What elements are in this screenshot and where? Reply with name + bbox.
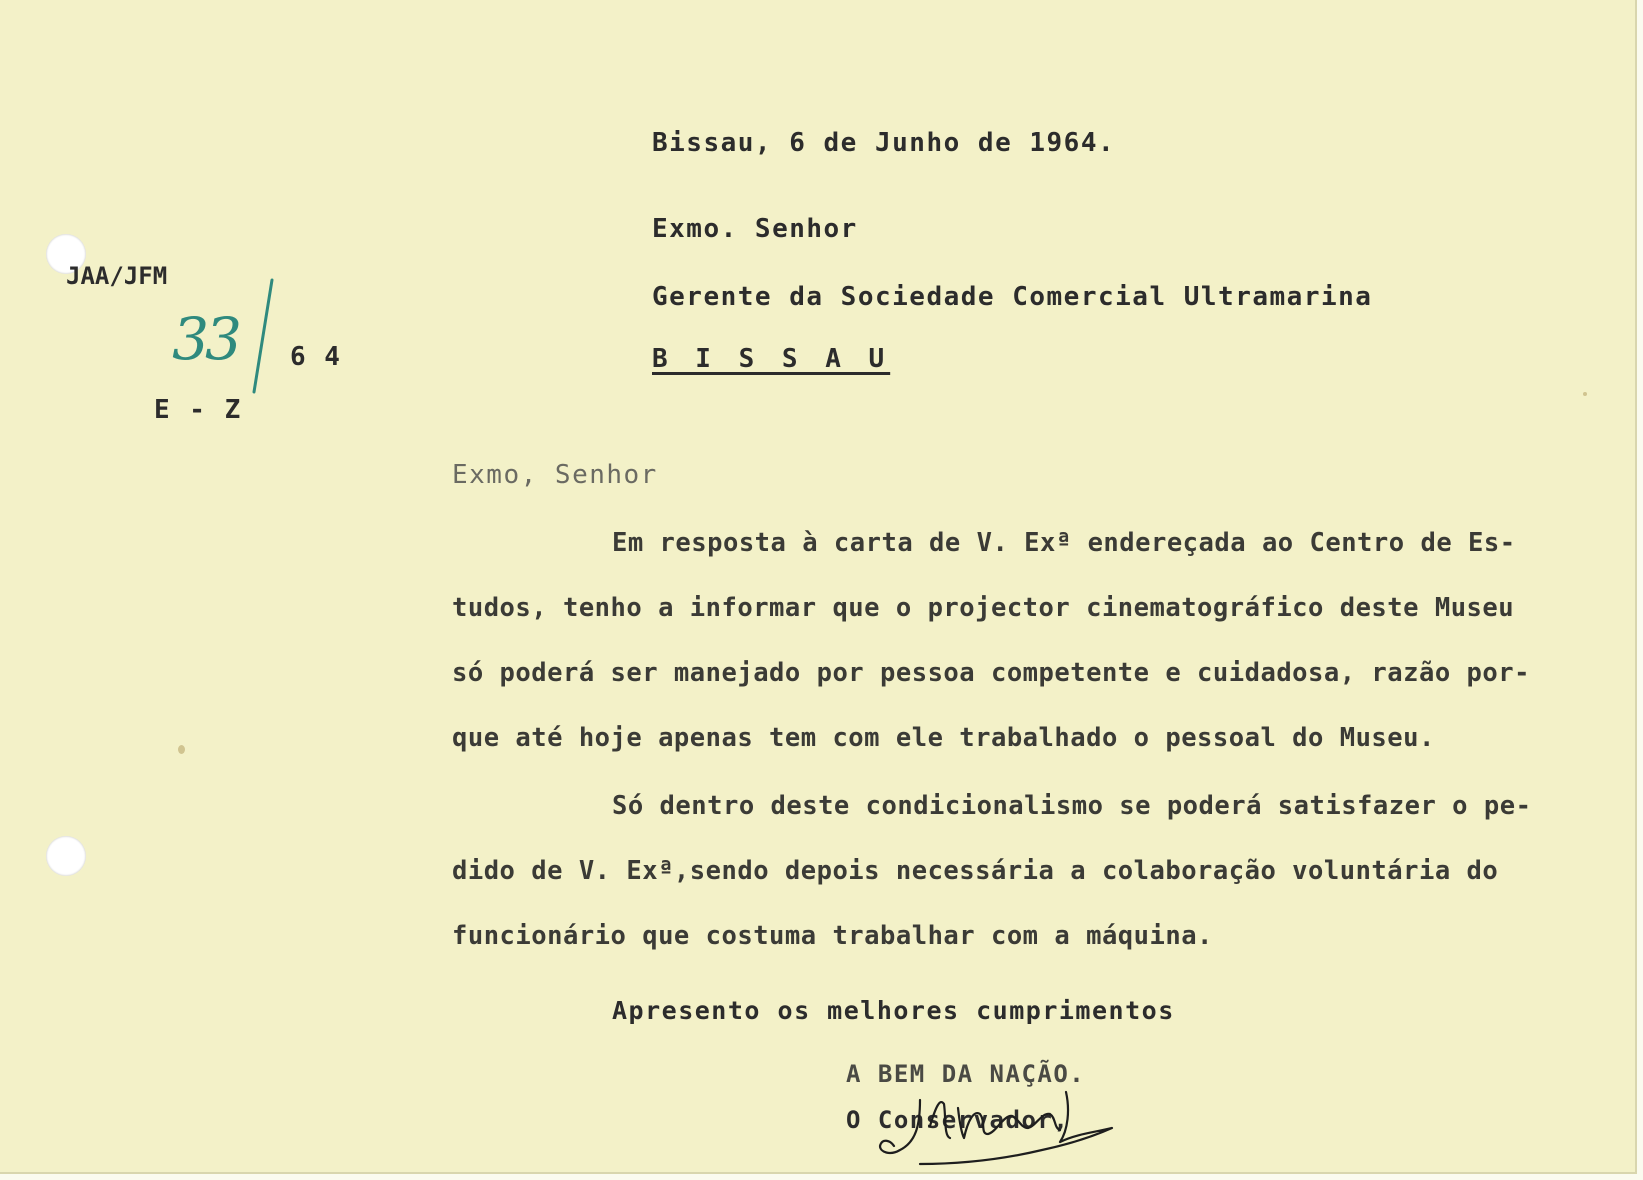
recipient-salutation: Exmo. Senhor <box>652 214 858 244</box>
place-date: Bissau, 6 de Junho de 1964. <box>652 128 1116 158</box>
body-line: funcionário que costuma trabalhar com a máquina. <box>452 921 1213 951</box>
punch-hole-bottom <box>46 836 86 876</box>
body-line: Em resposta à carta de V. Exª endereçada ao Centro de Es- <box>612 528 1516 558</box>
body-paragraph-1 <box>452 511 1530 771</box>
recipient-city: B I S S A U <box>652 344 891 374</box>
motto: A BEM DA NAÇÃO. <box>846 1060 1086 1088</box>
body-line: dido de V. Exª,sendo depois necessária a colaboração voluntária do <box>452 856 1499 886</box>
body-line: tudos, tenho a informar que o projector cinematográfico deste Museu <box>452 593 1515 623</box>
body-paragraph-2 <box>452 774 1531 969</box>
body-line: Só dentro deste condicionalismo se poderá satisfazer o pe- <box>612 791 1532 821</box>
body-line: que até hoje apenas tem com ele trabalhado o pessoal do Museu. <box>452 723 1435 753</box>
paper-stain <box>1583 392 1587 396</box>
recipient-title: Gerente da Sociedade Comercial Ultramarina <box>652 282 1373 312</box>
handwritten-slash <box>240 276 280 396</box>
reference-initials: JAA/JFM <box>66 262 168 290</box>
paper-stain <box>178 745 185 754</box>
signatory: O Conservador, <box>846 1106 1070 1134</box>
body-line: só poderá ser manejado por pessoa competente e cuidadosa, razão por- <box>452 658 1530 688</box>
reference-number-handwritten: 33 <box>172 305 238 373</box>
closing: Apresento os melhores cumprimentos <box>612 996 1175 1025</box>
greeting: Exmo, Senhor <box>452 460 658 490</box>
reference-year: 6 4 <box>290 342 342 372</box>
handwritten-signature <box>860 1080 1140 1170</box>
reference-code: E - Z <box>154 395 243 425</box>
